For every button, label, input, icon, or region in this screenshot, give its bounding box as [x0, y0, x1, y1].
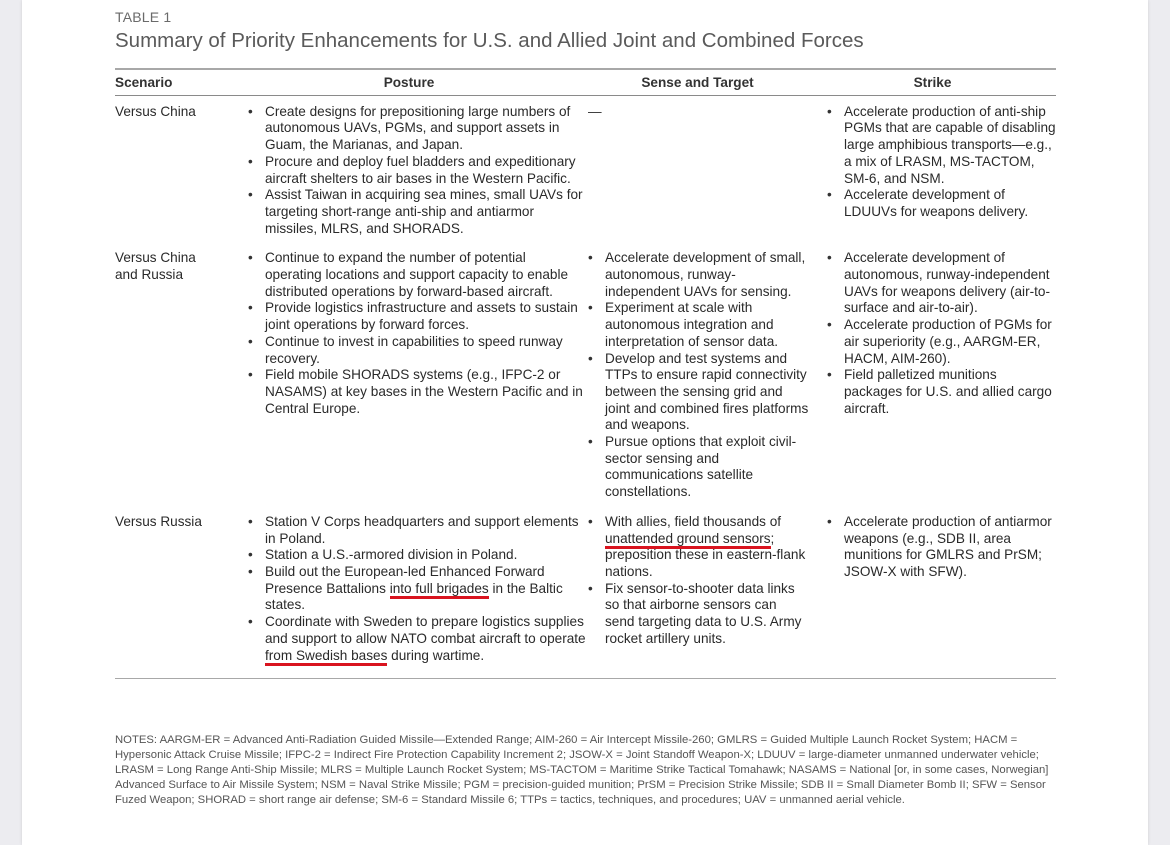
list-item: • Field palletized munitions packages for U.S. and allied cargo aircraft.	[827, 367, 1056, 417]
list-item: • Assist Taiwan in acquiring sea mines, small UAVs for targeting short-range anti-ship and antiarmor missiles, MLRS, and SHORADS.	[248, 187, 586, 237]
sense-and-target-cell	[586, 250, 809, 514]
priority-enhancements-table	[115, 68, 1056, 679]
posture-cell	[232, 514, 586, 679]
sense-and-target-list	[588, 250, 809, 501]
list-item: • Develop and test systems and TTPs to ensure rapid connectivity between the sensing grid and joint and combined fires platforms and weapons.	[588, 351, 809, 435]
list-item: • Accelerate production of anti-ship PGMs that are capable of disabling large amphibious transports—e.g., a mix of LRASM, MS-TACTOM, SM-6, and NSM.	[827, 104, 1056, 188]
list-item: • Field mobile SHORADS systems (e.g., IFPC-2 or NASAMS) at key bases in the Western Pacific and in Central Europe.	[248, 367, 586, 417]
list-item: • Continue to invest in capabilities to speed runway recovery.	[248, 334, 586, 367]
empty-dash: —	[588, 103, 602, 119]
list-item: • Fix sensor-to-shooter data links so that airborne sensors can send targeting data to U.S. Army rocket artillery units.	[588, 581, 809, 648]
table-header-row	[115, 69, 1056, 95]
posture-cell	[232, 250, 586, 514]
item-text: Coordinate with Sweden to prepare logistics supplies and support to allow NATO combat aircraft to operate	[265, 614, 586, 646]
red-underline-annotation: into full brigades	[390, 581, 489, 599]
strike-list	[827, 104, 1056, 221]
list-item: • Accelerate development of small, autonomous, runway-independent UAVs for sensing.	[588, 250, 809, 300]
list-item: • Accelerate development of autonomous, runway-independent UAVs for weapons delivery (air-to-surface and air-to-air).	[827, 250, 1056, 317]
table-row	[115, 95, 1056, 250]
strike-cell	[809, 250, 1056, 514]
list-item: • Procure and deploy fuel bladders and expeditionary aircraft shelters to air bases in the Western Pacific.	[248, 154, 586, 187]
red-underline-annotation: from Swedish bases	[265, 648, 387, 666]
list-item: • Station a U.S.-armored division in Poland.	[248, 547, 586, 564]
scenario-cell: Versus China and Russia	[115, 250, 196, 283]
strike-cell	[809, 95, 1056, 250]
scenario-cell: Versus China	[115, 103, 196, 119]
red-underline-annotation: unattended ground sensors	[605, 531, 771, 549]
list-item: • Create designs for prepositioning large numbers of autonomous UAVs, PGMs, and support assets in Guam, the Marianas, and Japan.	[248, 104, 586, 154]
item-text: With allies, field thousands of	[605, 513, 782, 529]
strike-list	[827, 250, 1056, 417]
header-strike: Strike	[809, 69, 1056, 95]
list-item: • Provide logistics infrastructure and assets to sustain joint operations by forward forces.	[248, 300, 586, 333]
list-item: • Continue to expand the number of potential operating locations and support capacity to enable distributed operations by forward-based aircraft.	[248, 250, 586, 300]
item-text: ; preposition these in eastern-flank nations.	[605, 530, 806, 579]
header-posture: Posture	[232, 69, 586, 95]
list-item: • Pursue options that exploit civil-sector sensing and communications satellite constellations.	[588, 434, 809, 501]
list-item	[248, 614, 586, 664]
table-row	[115, 250, 1056, 514]
posture-list	[248, 250, 586, 417]
list-item: • Accelerate production of antiarmor weapons (e.g., SDB II, area munitions for GMLRS and PrSM; JSOW-X with SFW).	[827, 514, 1056, 581]
list-item	[588, 514, 809, 581]
list-item: • Station V Corps headquarters and support elements in Poland.	[248, 514, 586, 547]
sense-and-target-cell	[586, 95, 809, 250]
scenario-cell: Versus Russia	[115, 514, 232, 679]
table-label: TABLE 1	[115, 9, 172, 25]
posture-cell	[232, 95, 586, 250]
posture-list	[248, 514, 586, 664]
table-notes: NOTES: AARGM-ER = Advanced Anti-Radiation Guided Missile—Extended Range; AIM-260 = Air Intercept Missile-260; GMLRS = Guided Multiple Launch Rocket System; HACM = Hypersonic Attack Cruise Missile; IFPC-2 = Indirect Fire Protection Capability Increment 2; JSOW-X = Joint Standoff Weapon-X; LDUUV = large-diameter unmanned underwater vehicle; LRASM = Long Range Anti-Ship Missile; MLRS = Multiple Launch Rocket System; MS-TACTOM = Maritime Strike Tactical Tomahawk; NASAMS = National [or, in some cases, Norwegian] Advanced Surface to Air Missile System; NSM = Naval Strike Missile; PGM = precision-guided munition; PrSM = Precision Strike Missile; SDB II = Small Diameter Bomb II; SFW = Sensor Fuzed Weapon; SHORAD = short range air defense; SM-6 = Standard Missile 6; TTPs = tactics, techniques, and procedures; UAV = unmanned aerial vehicle.	[115, 734, 1049, 807]
list-item: • Accelerate development of LDUUVs for weapons delivery.	[827, 187, 1056, 220]
document-page	[22, 0, 1148, 845]
strike-list	[827, 514, 1056, 581]
strike-cell	[809, 514, 1056, 679]
item-text: in the Baltic states.	[265, 580, 563, 613]
item-text: Build out the European-led Enhanced Forward Presence Battalions	[265, 563, 545, 596]
list-item: • Experiment at scale with autonomous integration and interpretation of sensor data.	[588, 300, 809, 350]
header-sense-and-target: Sense and Target	[586, 69, 809, 95]
table-title: Summary of Priority Enhancements for U.S. and Allied Joint and Combined Forces	[115, 29, 864, 52]
table-row	[115, 514, 1056, 679]
header-scenario: Scenario	[115, 69, 232, 95]
item-text: during wartime.	[387, 647, 485, 663]
list-item: • Accelerate production of PGMs for air superiority (e.g., AARGM-ER, HACM, AIM-260).	[827, 317, 1056, 367]
sense-and-target-list	[588, 514, 809, 648]
posture-list	[248, 104, 586, 238]
sense-and-target-cell	[586, 514, 809, 679]
list-item	[248, 564, 586, 614]
